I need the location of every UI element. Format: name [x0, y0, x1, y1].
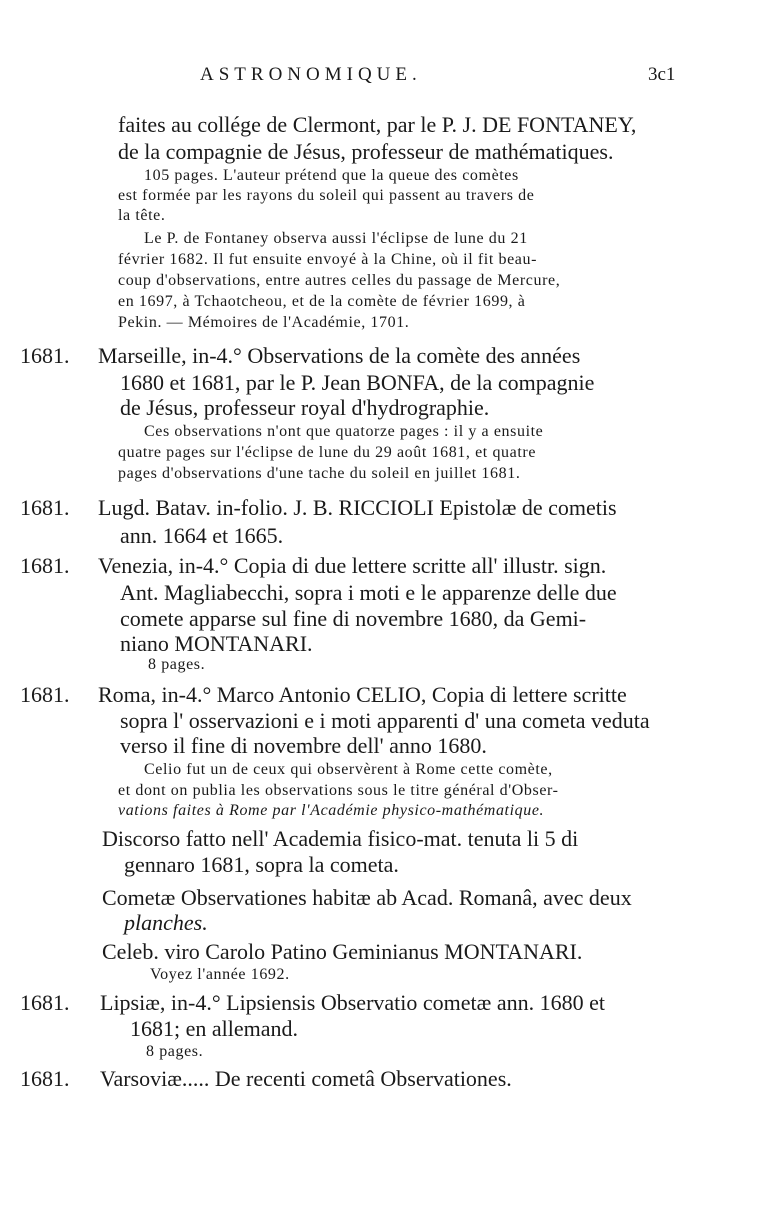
entry-line: Lugd. Batav. in-folio. J. B. RICCIOLI Epistolæ de cometis — [98, 495, 617, 520]
entry-note: et dont on publia les observations sous le titre général d'Obser- — [118, 782, 559, 799]
entry-line: verso il fine di novembre dell' anno 1680. — [120, 733, 487, 758]
entry-note: la tête. — [118, 207, 166, 224]
entry-year: 1681. — [20, 495, 70, 520]
entry-line: niano MONTANARI. — [120, 631, 313, 656]
entry-note: Le P. de Fontaney observa aussi l'éclipse de lune du 21 — [144, 230, 528, 247]
entry-note: 8 pages. — [148, 656, 206, 673]
entry-line: planches. — [124, 910, 208, 935]
entry-year: 1681. — [20, 343, 70, 368]
entry-line: Venezia, in-4.° Copia di due lettere scritte all' illustr. sign. — [98, 553, 607, 578]
running-title: ASTRONOMIQUE. — [200, 64, 422, 85]
entry-line: Marseille, in-4.° Observations de la comète des années — [98, 343, 581, 368]
entry-note: pages d'observations d'une tache du soleil en juillet 1681. — [118, 465, 521, 482]
entry-line: 1680 et 1681, par le P. Jean BONFA, de la compagnie — [120, 370, 595, 395]
entry-line: Ant. Magliabecchi, sopra i moti e le apparenze delle due — [120, 580, 617, 605]
entry-year: 1681. — [20, 990, 70, 1015]
entry-line: de Jésus, professeur royal d'hydrographie. — [120, 395, 490, 420]
entry-line: 1681; en allemand. — [130, 1016, 299, 1041]
entry-note: vations faites à Rome par l'Académie physico-mathématique. — [118, 802, 545, 819]
entry-note: en 1697, à Tchaotcheou, et de la comète de février 1699, à — [118, 293, 526, 310]
entry-year: 1681. — [20, 1066, 70, 1091]
entry-line: sopra l' osservazioni e i moti apparenti d' una cometa veduta — [120, 708, 650, 733]
entry-year: 1681. — [20, 682, 70, 707]
entry-note: 105 pages. L'auteur prétend que la queue des comètes — [144, 167, 519, 184]
entry-note: coup d'observations, entre autres celles du passage de Mercure, — [118, 272, 561, 289]
page-header — [0, 64, 766, 94]
entry-line: Varsoviæ..... De recenti cometâ Observationes. — [100, 1066, 512, 1091]
entry-line: gennaro 1681, sopra la cometa. — [124, 852, 399, 877]
entry-line: de la compagnie de Jésus, professeur de mathématiques. — [118, 139, 614, 164]
entry-note: Celio fut un de ceux qui observèrent à Rome cette comète, — [144, 761, 553, 778]
entry-line: comete apparse sul fine di novembre 1680, da Gemi- — [120, 606, 587, 631]
entry-note: Voyez l'année 1692. — [150, 966, 290, 983]
page-number: 3c1 — [648, 64, 676, 85]
entry-line: Cometæ Observationes habitæ ab Acad. Romanâ, avec deux — [102, 885, 632, 910]
entry-line: Roma, in-4.° Marco Antonio CELIO, Copia di lettere scritte — [98, 682, 627, 707]
entry-year: 1681. — [20, 553, 70, 578]
entry-line: Celeb. viro Carolo Patino Geminianus MONTANARI. — [102, 939, 583, 964]
entry-note: quatre pages sur l'éclipse de lune du 29 août 1681, et quatre — [118, 444, 537, 461]
entry-note: 8 pages. — [146, 1043, 204, 1060]
entry-line: ann. 1664 et 1665. — [120, 523, 284, 548]
entry-note: février 1682. Il fut ensuite envoyé à la Chine, où il fit beau- — [118, 251, 538, 268]
entry-note: est formée par les rayons du soleil qui passent au travers de — [118, 187, 535, 204]
entry-line: Lipsiæ, in-4.° Lipsiensis Observatio cometæ ann. 1680 et — [100, 990, 605, 1015]
entry-note: Pekin. — Mémoires de l'Académie, 1701. — [118, 314, 410, 331]
entry-line: faites au collége de Clermont, par le P. J. DE FONTANEY, — [118, 112, 637, 137]
entry-line: Discorso fatto nell' Academia fisico-mat. tenuta li 5 di — [102, 826, 579, 851]
entry-note: Ces observations n'ont que quatorze pages : il y a ensuite — [144, 423, 544, 440]
